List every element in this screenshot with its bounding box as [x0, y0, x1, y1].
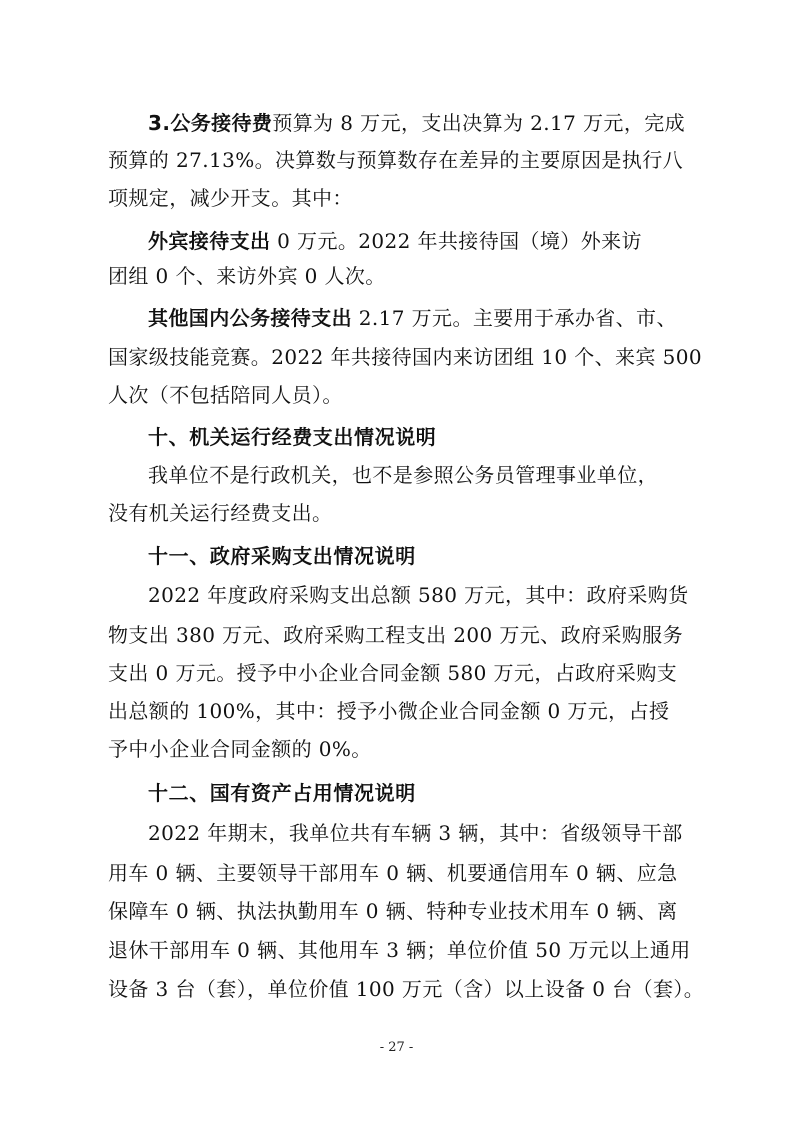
domestic-reception-line-1	[148, 305, 748, 331]
reception-paragraph-line-2: 预算的 27.13%。决算数与预算数存在差异的主要原因是执行八	[108, 148, 684, 172]
domestic-reception-label: 其他国内公务接待支出	[148, 306, 352, 330]
domestic-reception-line-2: 国家级技能竞赛。2022 年共接待国内来访团组 10 个、来宾 500	[108, 345, 702, 369]
foreign-reception-label: 外宾接待支出	[148, 229, 271, 253]
section-11-line-3: 支出 0 万元。授予中小企业合同金额 580 万元，占政府采购支	[108, 661, 678, 685]
section-12-line-1: 2022 年期末，我单位共有车辆 3 辆，其中：省级领导干部	[148, 821, 683, 845]
foreign-reception-line-1	[148, 228, 748, 254]
section-11-title: 十一、政府采购支出情况说明	[148, 544, 416, 568]
section-12-line-3: 保障车 0 辆、执法执勤用车 0 辆、特种专业技术用车 0 辆、离	[108, 899, 678, 923]
section-11-line-1: 2022 年度政府采购支出总额 580 万元，其中：政府采购货	[148, 583, 689, 607]
section-11-line-5: 予中小企业合同金额的 0%。	[108, 737, 372, 761]
section-10-title: 十、机关运行经费支出情况说明	[148, 425, 437, 449]
reception-paragraph-line-1	[148, 110, 748, 136]
domestic-reception-text-1: 2.17 万元。主要用于承办省、市、	[352, 306, 677, 330]
section-10-line-2: 没有机关运行经费支出。	[108, 501, 333, 525]
foreign-reception-text-1: 0 万元。2022 年共接待国（境）外来访	[270, 229, 642, 253]
section-12-title: 十二、国有资产占用情况说明	[148, 781, 416, 805]
foreign-reception-line-2: 团组 0 个、来访外宾 0 人次。	[108, 264, 386, 288]
section-11-line-4: 出总额的 100%，其中：授予小微企业合同金额 0 万元，占授	[108, 699, 670, 723]
section-12-line-2: 用车 0 辆、主要领导干部用车 0 辆、机要通信用车 0 辆、应急	[108, 861, 678, 885]
section-10-line-1: 我单位不是行政机关，也不是参照公务员管理事业单位，	[148, 463, 658, 487]
page-number: - 27 -	[379, 1040, 414, 1055]
section-11-line-2: 物支出 380 万元、政府采购工程支出 200 万元、政府采购服务	[108, 623, 683, 647]
reception-label: 3.公务接待费	[148, 111, 273, 135]
section-12-line-5: 设备 3 台（套），单位价值 100 万元（含）以上设备 0 台（套）。	[108, 977, 705, 1001]
domestic-reception-line-3: 人次（不包括陪同人员）。	[108, 383, 343, 407]
reception-paragraph-line-3: 项规定，减少开支。其中：	[108, 186, 353, 210]
section-12-line-4: 退休干部用车 0 辆、其他用车 3 辆；单位价值 50 万元以上通用	[108, 938, 691, 962]
reception-text-1: 预算为 8 万元，支出决算为 2.17 万元，完成	[272, 111, 686, 135]
